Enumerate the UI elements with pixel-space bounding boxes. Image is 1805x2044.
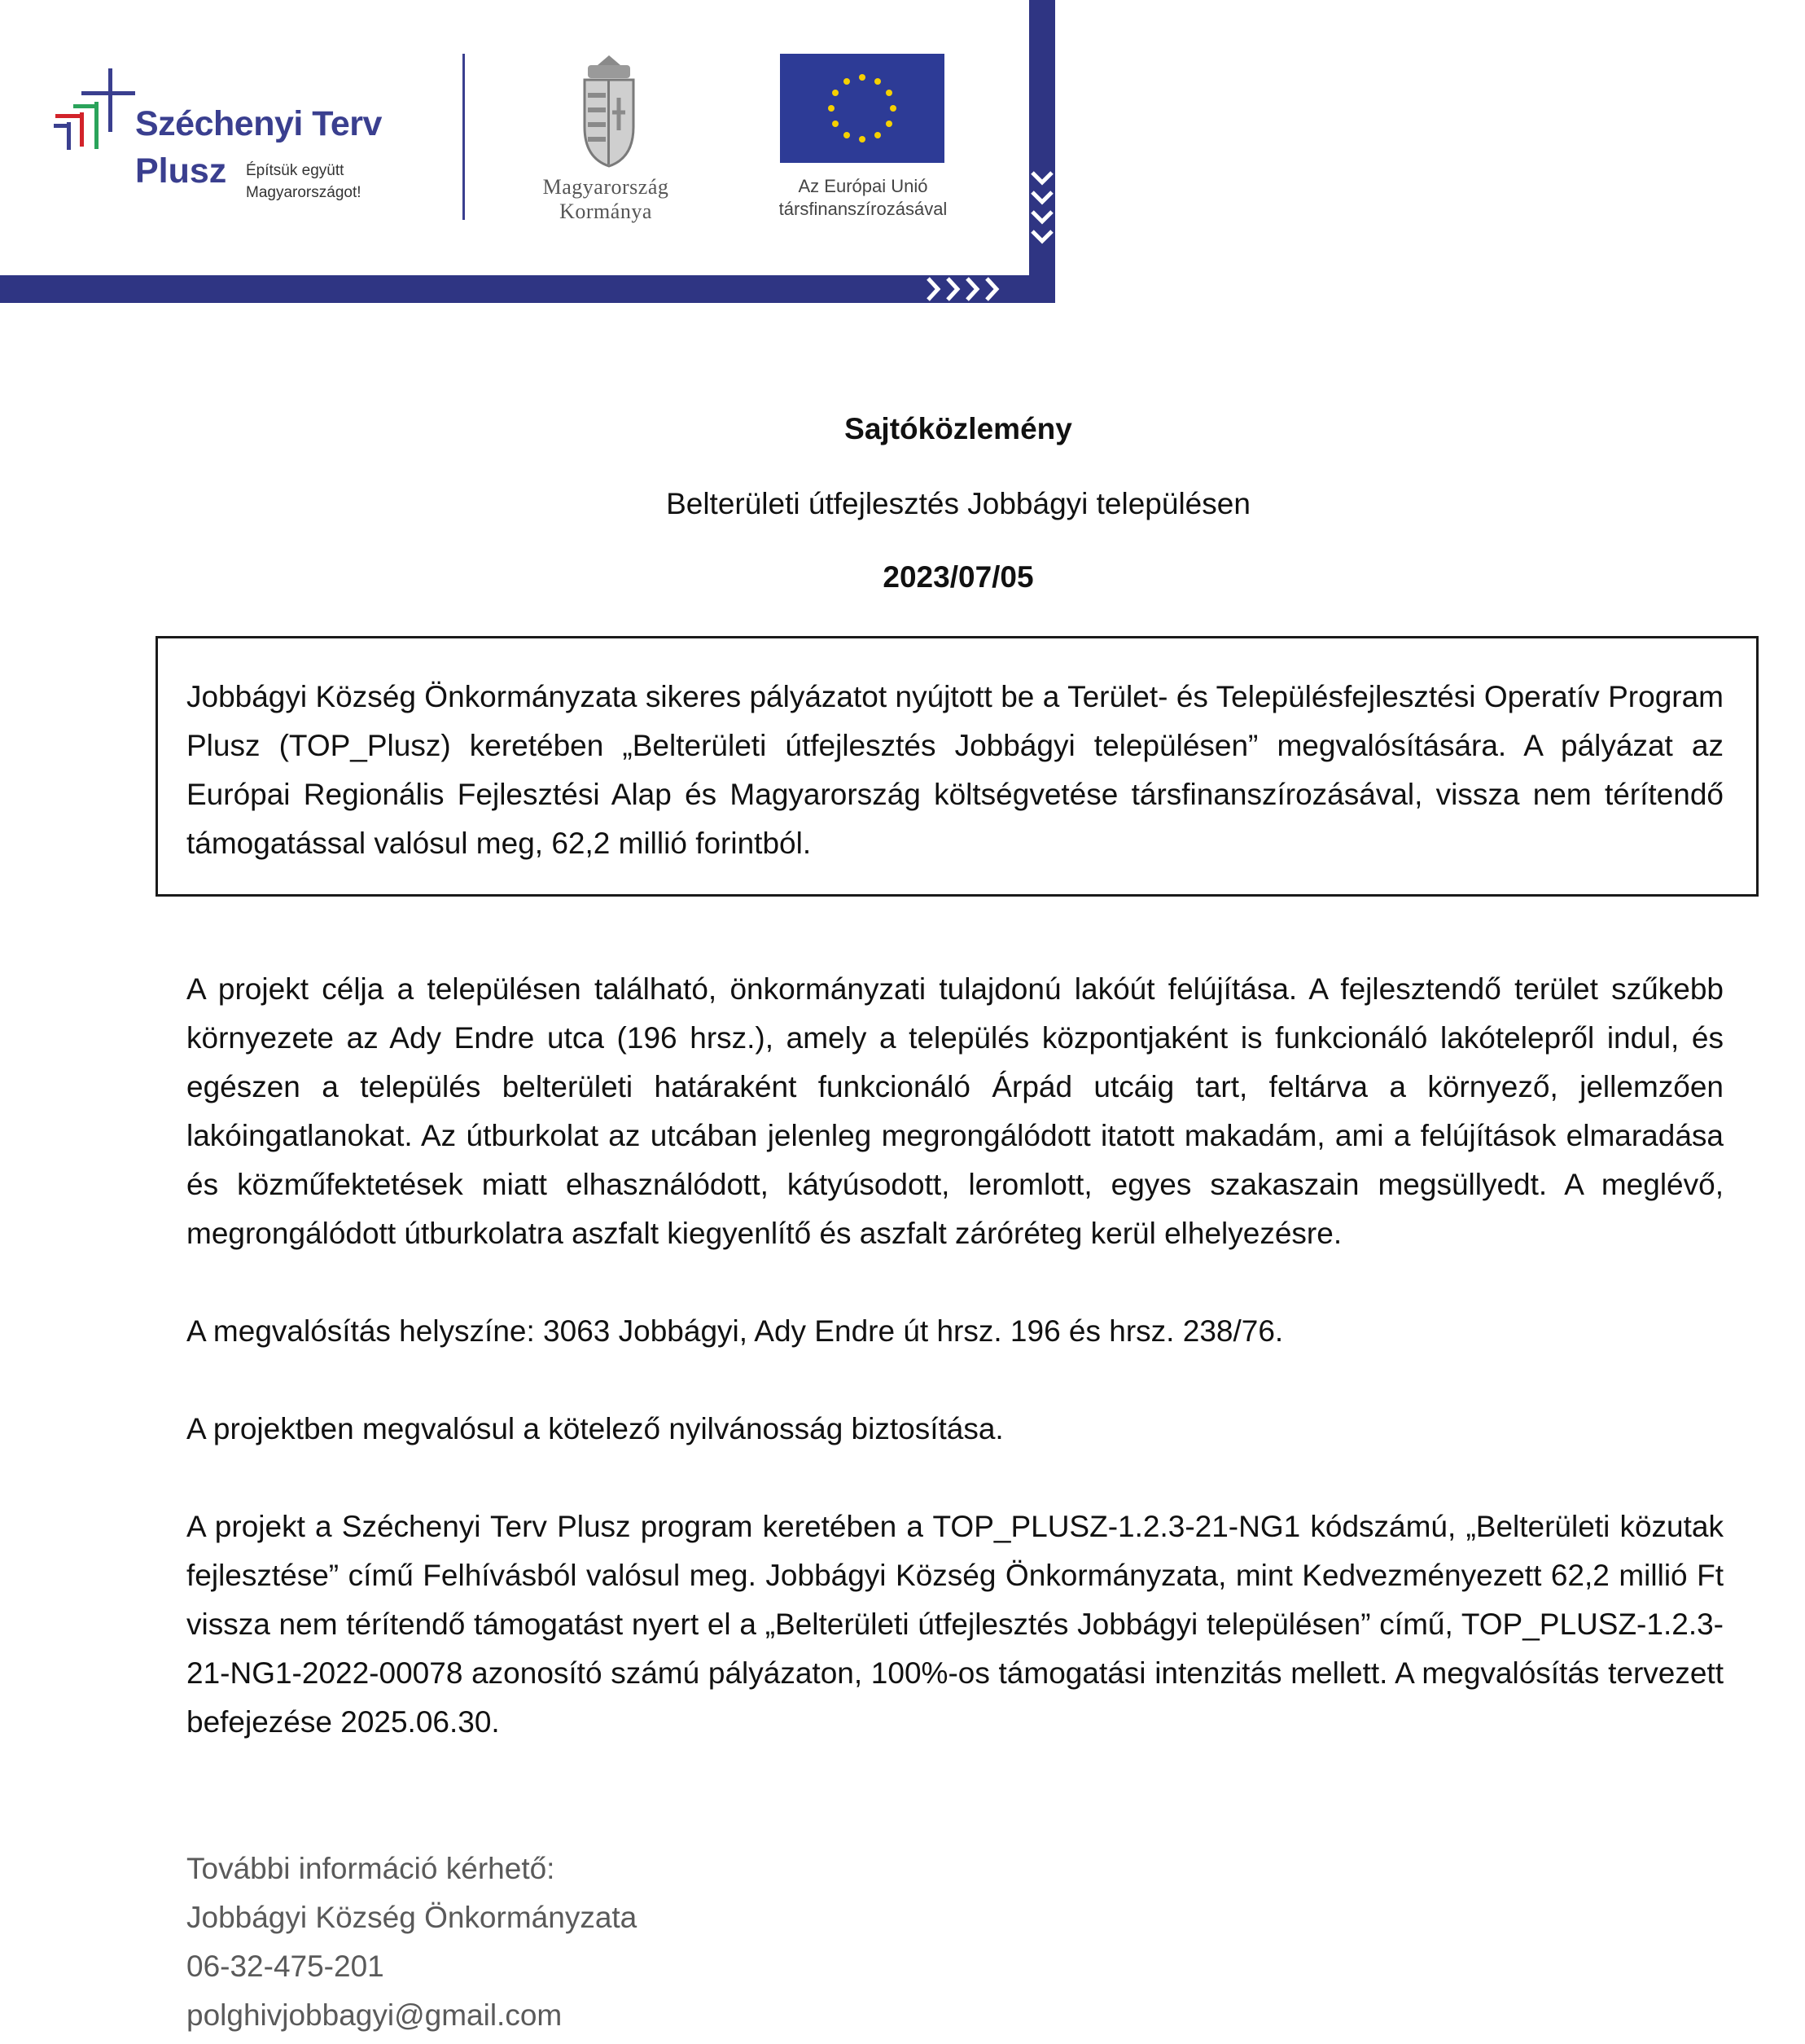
contact-label: További információ kérhető: [186,1852,555,1885]
hungarian-coat-of-arms-icon [585,55,633,166]
eu-logo-text: Az Európai Unió társfinanszírozásával [778,176,948,219]
logo-banner [0,0,1055,303]
summary-paragraph: Jobbágyi Község Önkormányzata sikeres pályázatot nyújtott be a Terület- és Településfejlesztési Operatív Program Plusz (TOP_Plusz) keretében „Belterületi útfejlesztés Jobbágyi településen” megvalósítására. A pályázat az Európai Regionális Fejlesztési Alap és Magyarország költségvetése társfinanszírozásával, vissza nem térítendő támogatással valósul meg, 62,2 millió forintból. [186,680,1724,860]
document-title: Sajtóközlemény [844,412,1072,445]
publicity-paragraph: A projektben megvalósul a kötelező nyilvánosság biztosítása. [186,1412,1004,1445]
document-subtitle: Belterületi útfejlesztés Jobbágyi településen [666,487,1251,520]
government-logo-text: Magyarország Kormánya [542,175,669,223]
logo-divider [462,54,465,220]
eu-flag-icon [780,54,944,163]
location-paragraph: A megvalósítás helyszíne: 3063 Jobbágyi, Ady Endre út hrsz. 196 és hrsz. 238/76. [186,1314,1284,1348]
contact-email: polghivjobbagyi@gmail.com [186,1998,563,2032]
szechenyi-cross-icon [54,68,135,150]
szechenyi-logo-title: Széchenyi Terv [135,104,382,143]
program-paragraph: A projekt a Széchenyi Terv Plusz program keretében a TOP_PLUSZ-1.2.3-21-NG1 kódszámú, „Belterületi közutak fejlesztése” című Felhívásból valósul meg. Jobbágyi Község Önkormányzata, mint Kedvezményezett 62,2 millió Ft vissza nem térítendő támogatást nyert el a „Belterületi útfejlesztés Jobbágyi településen” című, TOP_PLUSZ-1.2.3-21-NG1-2022-00078 azonosító számú pályázaton, 100%-os támogatási intenzitás mellett. A megvalósítás tervezett befejezése 2025.06.30. [186,1510,1724,1739]
project-goal-paragraph: A projekt célja a településen található, önkormányzati tulajdonú lakóút felújítása. A fejlesztendő terület szűkebb környezete az Ady Endre utca (196 hrsz.), amely a település központjaként is funkcionáló lakótelepről indul, és egészen a település belterületi határaként funkcionáló Árpád utcáig tart, feltárva a környező, jellemzően lakóingatlanokat. Az útburkolat az utcában jelenleg megrongálódott itatott makadám, ami a felújítások elmaradása és közműfektetések miatt elhasználódott, kátyúsodott, leromlott, egyes szakaszain megsüllyedt. A meglévő, megrongálódott útburkolatra aszfalt kiegyenlítő és aszfalt záróréteg kerül elhelyezésre. [186,972,1724,1250]
contact-phone: 06-32-475-201 [186,1950,384,1983]
szechenyi-logo-plus: Plusz [135,151,227,191]
contact-block [186,1844,1163,2040]
banner-bottom-stripe [0,275,1055,303]
szechenyi-logo-slogan: Építsük együtt Magyarországot! [246,162,361,201]
banner-right-stripe [1029,0,1055,303]
document-date: 2023/07/05 [883,560,1034,594]
contact-organization: Jobbágyi Község Önkormányzata [186,1901,637,1934]
